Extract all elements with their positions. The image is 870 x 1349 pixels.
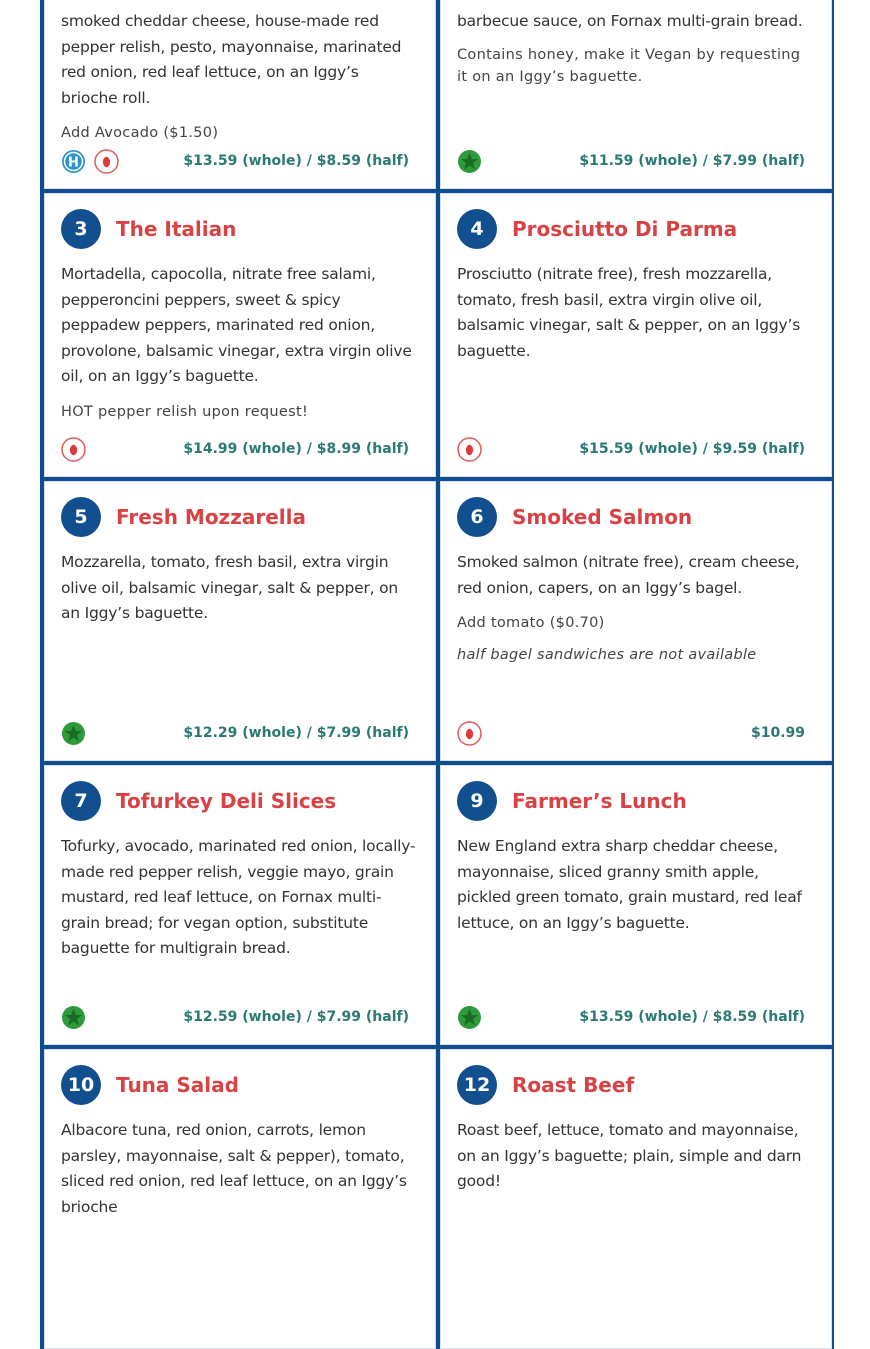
item-price: $12.29 (whole) / $7.99 (half) [183,725,409,741]
menu-card-roast-beef [440,1049,832,1349]
item-description: New England extra sharp cheddar cheese, mayonnaise, sliced granny smith apple, pickled green tomato, grain mustard, red leaf lettuce, on an Iggy’s baguette. [457,837,802,932]
menu-card-tuna-salad [44,1049,436,1349]
item-header [61,1066,419,1104]
item-description: Albacore tuna, red onion, carrots, lemon parsley, mayonnaise, salt & pepper), tomato, sliced red onion, red leaf lettuce, on an Iggy’s brioche [61,1121,407,1216]
item-price: $12.59 (whole) / $7.99 (half) [183,1009,409,1025]
item-footer [457,1004,805,1030]
item-price: $11.59 (whole) / $7.99 (half) [579,153,805,169]
pepper-icon [457,721,482,746]
item-price: $10.99 [750,725,805,741]
item-footer [61,148,409,174]
item-icons [61,149,119,174]
item-header [61,210,419,248]
item-description: Mozzarella, tomato, fresh basil, extra virgin olive oil, balsamic vinegar, salt & pepper, on an Iggy’s baguette. [61,553,398,622]
item-icons [457,149,482,174]
item-footer [457,148,805,174]
item-footer [61,1004,409,1030]
item-number-badge: 3 [61,209,101,249]
item-price: $14.99 (whole) / $8.99 (half) [183,441,409,457]
item-number-badge: 6 [457,497,497,537]
menu-card-prosciutto [440,193,832,477]
item-description: Smoked salmon (nitrate free), cream cheese, red onion, capers, on an Iggy’s bagel. [457,553,800,597]
menu-card [44,0,436,189]
menu-card-tofurkey [44,765,436,1045]
item-note: HOT pepper relish upon request! [61,403,309,420]
item-title: Farmer’s Lunch [512,789,687,813]
item-footer [457,720,805,746]
item-header [61,498,419,536]
item-title: Roast Beef [512,1073,635,1097]
item-note: Contains honey, make it Vegan by requesting it on an Iggy’s baguette. [457,46,801,85]
item-description: Mortadella, capocolla, nitrate free salami, pepperoncini peppers, sweet & spicy peppadew peppers, marinated red onion, provolone, balsamic vinegar, extra virgin olive oil, on an Iggy’s baguette. [61,265,412,385]
vegetarian-icon [61,721,86,746]
item-title: Smoked Salmon [512,505,693,529]
vegetarian-icon [61,1005,86,1030]
item-description: barbecue sauce, on Fornax multi-grain bread. [457,12,803,30]
item-description: Prosciutto (nitrate free), fresh mozzarella, tomato, fresh basil, extra virgin olive oil, balsamic vinegar, salt & pepper, on an Iggy’s baguette. [457,265,801,360]
item-title: Prosciutto Di Parma [512,217,738,241]
item-icons [457,1005,482,1030]
item-header [457,782,815,820]
item-number-badge: 4 [457,209,497,249]
item-description: smoked cheddar cheese, house-made red pepper relish, pesto, mayonnaise, marinated red onion, red leaf lettuce, on an Iggy’s brioche roll. [61,12,402,107]
item-footer [61,436,409,462]
menu-card-smoked-salmon [440,481,832,761]
item-note: Add tomato ($0.70) [457,615,605,631]
item-header [61,782,419,820]
menu-card-fresh-mozzarella [44,481,436,761]
menu-grid [42,0,832,1349]
item-note-italic: half bagel sandwiches are not available [457,647,757,663]
pepper-icon [94,149,119,174]
item-number-badge: 12 [457,1065,497,1105]
item-title: Tofurkey Deli Slices [116,789,337,813]
item-title: Fresh Mozzarella [116,505,306,529]
item-number-badge: 7 [61,781,101,821]
item-description: Roast beef, lettuce, tomato and mayonnaise, on an Iggy’s baguette; plain, simple and darn good! [457,1121,802,1190]
pepper-icon [457,437,482,462]
item-note: Add Avocado ($1.50) [61,125,219,141]
item-price: $13.59 (whole) / $8.59 (half) [579,1009,805,1025]
menu-grid-wrapper [40,0,834,1349]
menu-card-the-italian [44,193,436,477]
item-header [457,210,815,248]
vegetarian-icon [457,149,482,174]
item-icons [457,437,482,462]
item-price: $15.59 (whole) / $9.59 (half) [579,441,805,457]
hot-icon [61,149,86,174]
item-icons [61,721,86,746]
item-description: Tofurky, avocado, marinated red onion, locally-made red pepper relish, veggie mayo, grain mustard, red leaf lettuce, on Fornax multi-grain bread; for vegan option, substitute baguette for multigrain bread. [61,837,416,957]
item-number-badge: 5 [61,497,101,537]
item-icons [457,721,482,746]
item-icons [61,1005,86,1030]
svg-text:H: H [68,155,79,170]
menu-card-farmers-lunch [440,765,832,1045]
item-title: The Italian [116,217,237,241]
item-icons [61,437,86,462]
item-price: $13.59 (whole) / $8.59 (half) [183,153,409,169]
item-number-badge: 10 [61,1065,101,1105]
item-title: Tuna Salad [116,1073,239,1097]
item-header [457,1066,815,1104]
item-footer [457,436,805,462]
vegetarian-icon [457,1005,482,1030]
item-footer [61,720,409,746]
pepper-icon [61,437,86,462]
item-header [457,498,815,536]
menu-card [440,0,832,189]
item-number-badge: 9 [457,781,497,821]
